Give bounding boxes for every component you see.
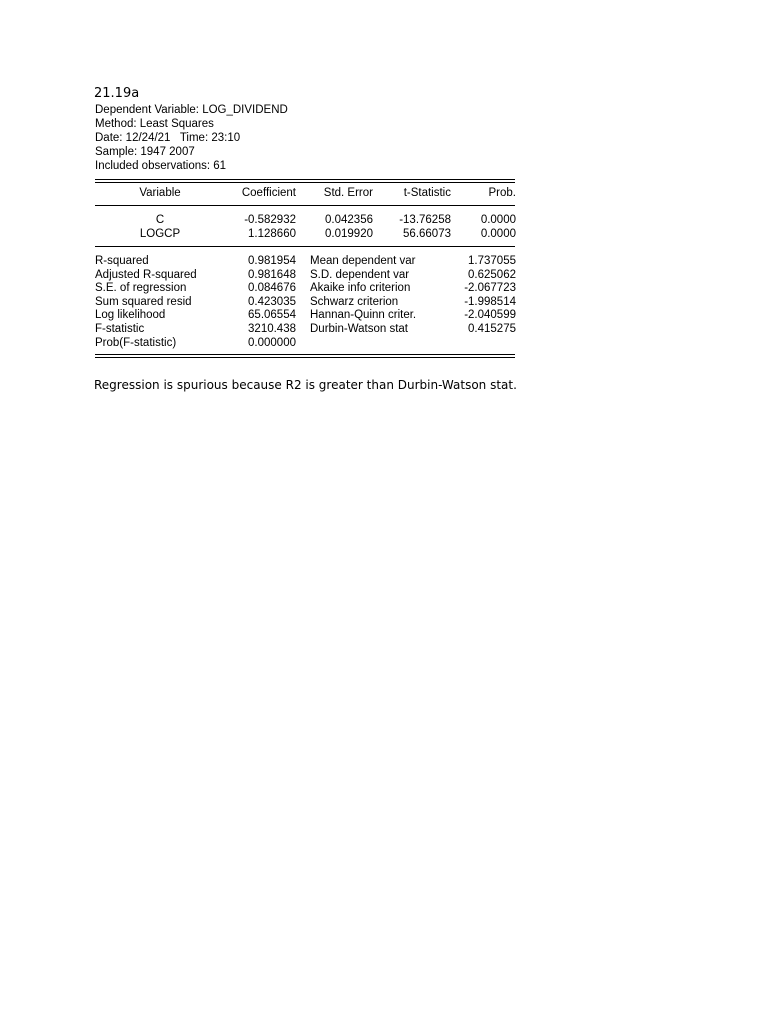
stat-value-se-regression: 0.084676 <box>248 282 296 294</box>
stat-value-sum-squared-resid: 0.423035 <box>248 296 296 308</box>
coef-row-c-variable: C <box>155 214 165 226</box>
coef-row-logcp-std-error: 0.019920 <box>325 228 373 240</box>
column-header-std-error: Std. Error <box>323 187 373 199</box>
observations-line: Included observations: 61 <box>95 160 227 172</box>
coef-row-c-t-statistic: -13.76258 <box>399 214 451 226</box>
date-line: Date: 12/24/21 Time: 23:10 <box>95 132 241 144</box>
sample-line: Sample: 1947 2007 <box>95 146 195 158</box>
stat-value-prob-f-statistic: 0.000000 <box>248 337 296 349</box>
table-bottom-rule-2 <box>95 357 515 358</box>
stat-label-adj-r-squared: Adjusted R-squared <box>95 269 197 281</box>
table-bottom-rule-1 <box>95 354 515 355</box>
coef-row-logcp-variable: LOGCP <box>139 228 181 240</box>
coef-row-c-coefficient: -0.582932 <box>244 214 296 226</box>
coef-row-logcp-coefficient: 1.128660 <box>248 228 296 240</box>
stat-label-se-regression: S.E. of regression <box>95 282 187 294</box>
conclusion-text: Regression is spurious because R2 is greater than Durbin-Watson stat. <box>94 378 517 392</box>
stat-label-durbin-watson: Durbin-Watson stat <box>310 323 408 335</box>
stat-value-log-likelihood: 65.06554 <box>248 309 296 321</box>
coef-row-c-std-error: 0.042356 <box>325 214 373 226</box>
stat-value-hannan-quinn: -2.040599 <box>464 309 516 321</box>
dependent-variable-line: Dependent Variable: LOG_DIVIDEND <box>95 104 288 116</box>
stat-value-akaike: -2.067723 <box>464 282 516 294</box>
stat-value-schwarz: -1.998514 <box>464 296 516 308</box>
coef-row-logcp-prob: 0.0000 <box>480 228 516 240</box>
header-separator-rule <box>95 205 515 206</box>
stat-label-f-statistic: F-statistic <box>95 323 145 335</box>
column-header-variable: Variable <box>139 187 181 199</box>
table-top-rule-1 <box>95 179 515 180</box>
stat-label-schwarz: Schwarz criterion <box>310 296 399 308</box>
stat-value-r-squared: 0.981954 <box>248 255 296 267</box>
stat-label-akaike: Akaike info criterion <box>310 282 411 294</box>
coef-row-c-prob: 0.0000 <box>480 214 516 226</box>
stat-value-adj-r-squared: 0.981648 <box>248 269 296 281</box>
column-header-coefficient: Coefficient <box>241 187 296 199</box>
column-header-prob: Prob. <box>488 187 516 199</box>
stat-label-mean-dependent: Mean dependent var <box>310 255 416 267</box>
stat-label-sum-squared-resid: Sum squared resid <box>95 296 192 308</box>
stat-label-prob-f-statistic: Prob(F-statistic) <box>95 337 177 349</box>
stat-label-sd-dependent: S.D. dependent var <box>310 269 410 281</box>
stat-value-mean-dependent: 1.737055 <box>468 255 516 267</box>
stat-value-sd-dependent: 0.625062 <box>468 269 516 281</box>
coef-separator-rule <box>95 246 515 247</box>
regression-header <box>95 103 288 173</box>
stat-label-r-squared: R-squared <box>95 255 149 267</box>
stat-label-hannan-quinn: Hannan-Quinn criter. <box>310 309 417 321</box>
column-header-t-statistic: t-Statistic <box>403 187 451 199</box>
stat-value-f-statistic: 3210.438 <box>248 323 296 335</box>
coef-row-logcp-t-statistic: 56.66073 <box>403 228 451 240</box>
stat-label-log-likelihood: Log likelihood <box>95 309 166 321</box>
stat-value-durbin-watson: 0.415275 <box>468 323 516 335</box>
table-top-rule-2 <box>95 182 515 183</box>
method-line: Method: Least Squares <box>95 118 214 130</box>
problem-title: 21.19a <box>94 86 140 101</box>
